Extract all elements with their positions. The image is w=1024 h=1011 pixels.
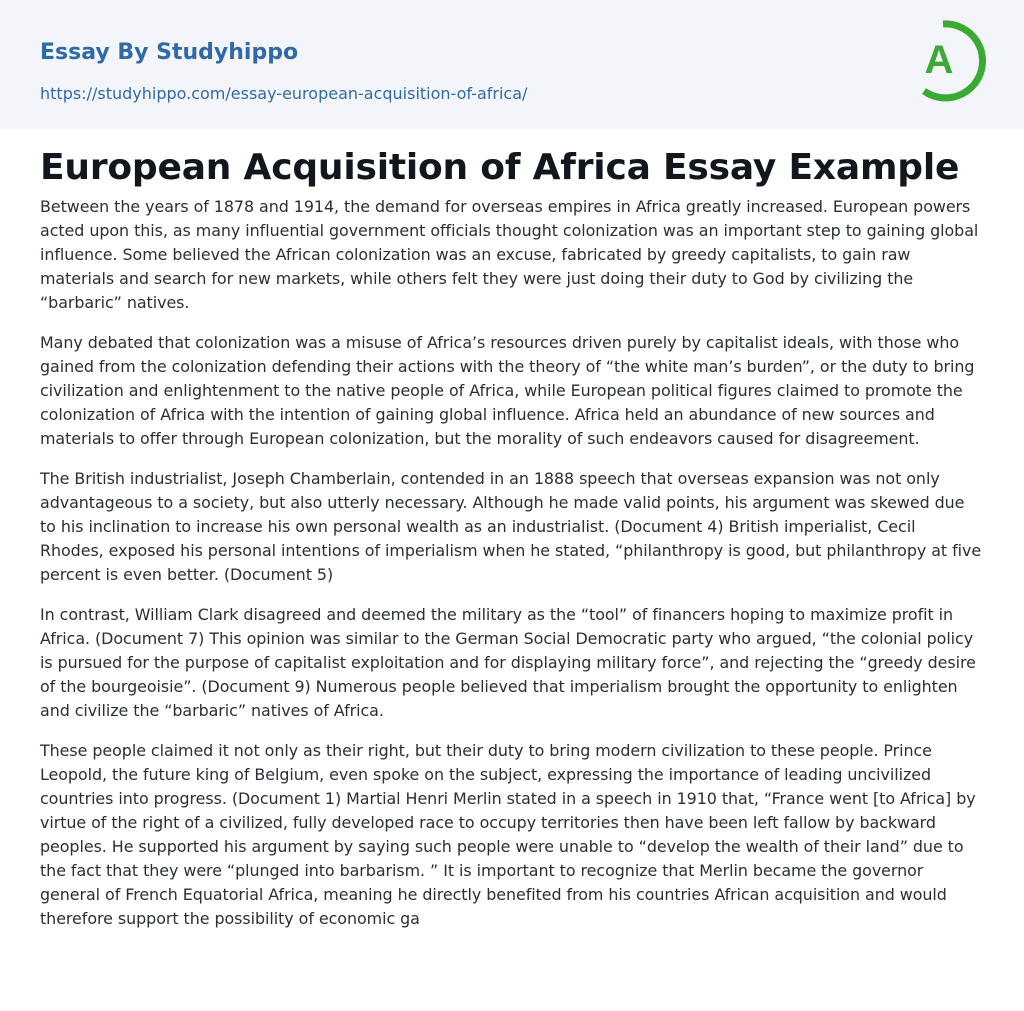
essay-paragraph: Many debated that colonization was a misuse of Africa’s resources driven purely by capitalist ideals, with those who gained from the colonization defending their actions with the theory of “the white man’s burden”, or the duty to bring civilization and enlightenment to the native people of Africa, while European political figures claimed to promote the colonization of Africa with the intention of gaining global influence. Africa held an abundance of new sources and materials to offer through European colonization, but the morality of such endeavors caused for disagreement. [40,333,975,448]
essay-paragraph: Between the years of 1878 and 1914, the demand for overseas empires in Africa greatly increased. European powers acted upon this, as many influential government officials thought colonization was an important step to gaining global influence. Some believed the African colonization was an excuse, fabricated by greedy capitalists, to gain raw materials and search for new markets, while others felt they were just doing their duty to God by civilizing the “barbaric” natives. [40,197,979,312]
essay-paragraph: The British industrialist, Joseph Chamberlain, contended in an 1888 speech that overseas expansion was not only advantageous to a society, but also utterly necessary. Although he made valid points, his argument was skewed due to his inclination to increase his own personal wealth as an industrialist. (Document 4) British imperialist, Cecil Rhodes, exposed his personal intentions of imperialism when he stated, “philanthropy is good, but philanthropy at five percent is even better. (Document 5) [40,469,982,584]
essay-body [40,195,984,947]
source-url-link[interactable]: https://studyhippo.com/essay-european-acquisition-of-africa/ [40,84,528,103]
brand-title: Essay By Studyhippo [40,40,299,65]
essay-paragraph: In contrast, William Clark disagreed and deemed the military as the “tool” of financers hoping to maximize profit in Africa. (Document 7) This opinion was similar to the German Social Democratic party who argued, “the colonial policy is pursued for the purpose of capitalist exploitation and for displaying military force”, and rejecting the “greedy desire of the bourgeoisie”. (Document 9) Numerous people believed that imperialism brought the opportunity to enlighten and civilize the “barbaric” natives of Africa. [40,605,976,720]
essay-paragraph: These people claimed it not only as their right, but their duty to bring modern civilization to these people. Prince Leopold, the future king of Belgium, even spoke on the subject, expressing the importance of leading uncivilized countries into progress. (Document 1) Martial Henri Merlin stated in a speech in 1910 that, “France went [to Africa] by virtue of the right of a civilized, fully developed race to occupy territories then have been left fallow by backward peoples. He supported his argument by saying such people were unable to “develop the wealth of their land” due to the fact that they were “plunged into barbarism. ” It is important to recognize that Merlin became the governor general of French Equatorial Africa, meaning he directly benefited from his countries African acquisition and would therefore support the possibility of economic ga [40,741,976,928]
page-title: European Acquisition of Africa Essay Example [40,147,960,188]
logo-letter: A [924,38,954,82]
